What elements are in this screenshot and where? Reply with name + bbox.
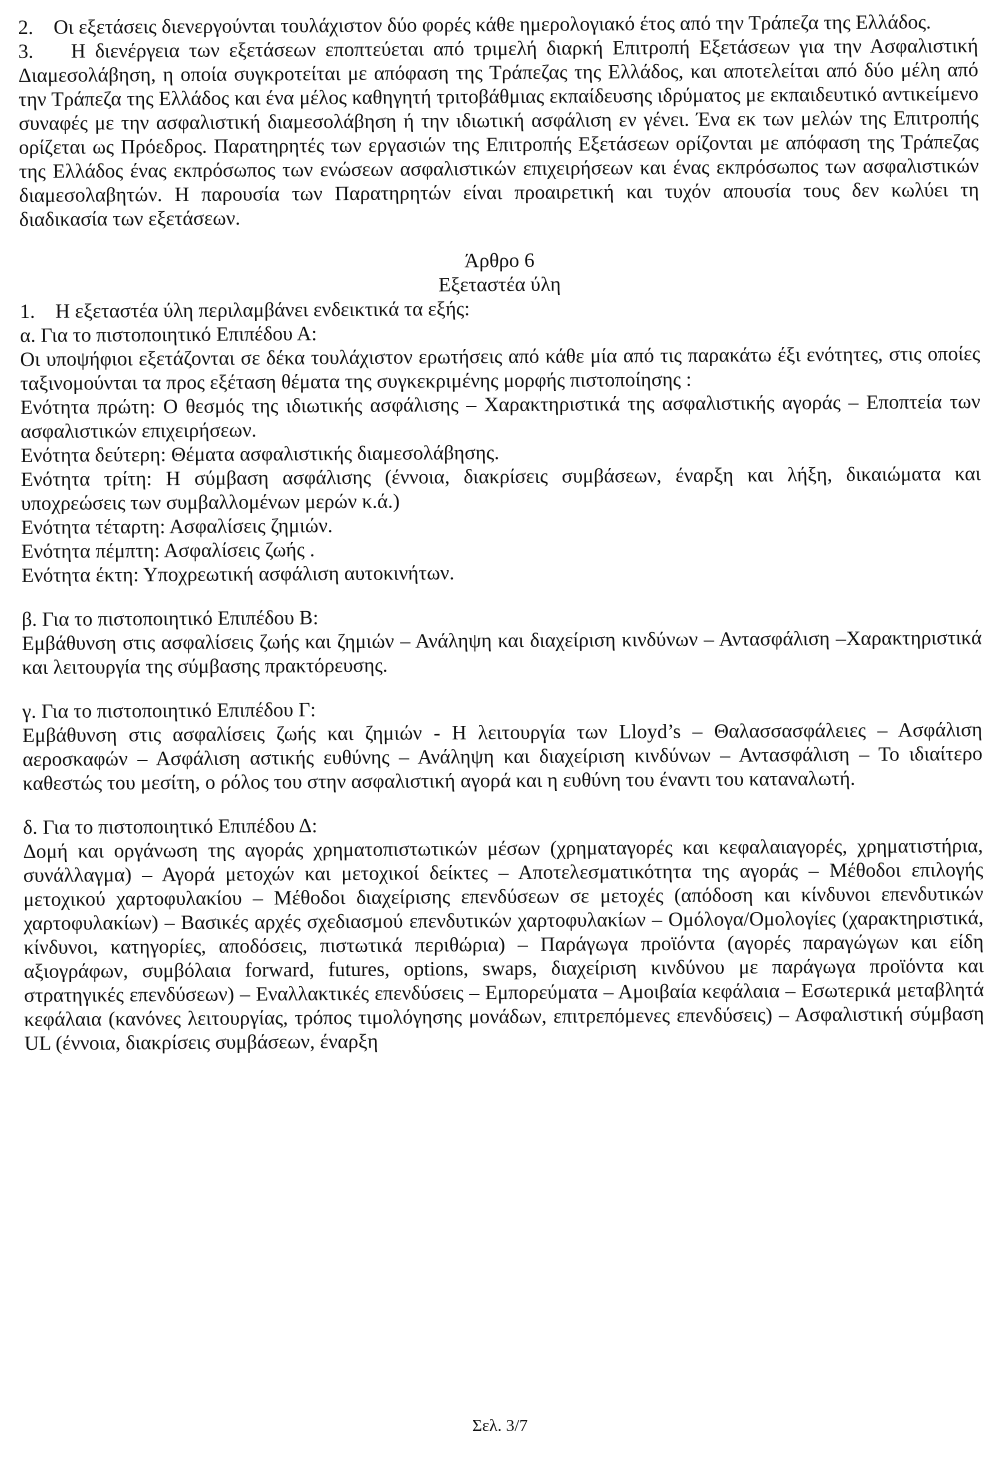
unit-5: Ενότητα πέμπτη: Ασφαλίσεις ζωής . <box>21 539 315 563</box>
article-intro: 1. Η εξεταστέα ύλη περιλαμβάνει ενδεικτικά τα εξής: <box>19 298 470 323</box>
page-number: Σελ. 3/7 <box>472 1416 528 1435</box>
document-body <box>18 10 984 1056</box>
article-title: Εξεταστέα ύλη <box>438 273 561 297</box>
level-a-heading: α. Για το πιστοποιητικό Επιπέδου Α: <box>19 323 318 347</box>
paragraph-2: 2. Οι εξετάσεις διενεργούνται τουλάχιστον δύο φορές κάθε ημερολογιακό έτος από την Τράπεζα της Ελλάδος. <box>18 11 932 39</box>
level-b-description: Εμβάθυνση στις ασφαλίσεις ζωής και ζημιών – Ανάληψη και διαχείριση κινδύνων – Αντασφάλιση –Χαρακτηριστικά και λειτουργία της σύμβασης πρακτόρευσης. <box>21 627 982 679</box>
article-number: Άρθρο 6 <box>464 249 535 273</box>
level-a-description: Οι υποψήφιοι εξετάζονται σε δέκα τουλάχιστον ερωτήσεις από κάθε μία από τις παρακάτω έξι ενότητες, στις οποίες ταξινομούνται τα προς εξέταση θέματα της συγκεκριμένης μορφής πιστοποίησης : <box>20 343 981 395</box>
level-d-heading: δ. Για το πιστοποιητικό Επιπέδου Δ: <box>22 815 318 839</box>
unit-4: Ενότητα τέταρτη: Ασφαλίσεις ζημιών. <box>21 515 333 539</box>
level-c-heading: γ. Για το πιστοποιητικό Επιπέδου Γ: <box>22 699 316 723</box>
level-c-description: Εμβάθυνση στις ασφαλίσεις ζωής και ζημιών - Η λειτουργία των Lloyd’s – Θαλασσασφάλειες – Ασφάλιση αεροσκαφών – Ασφάλιση αστικής ευθύνης – Ανάληψη και διαχείριση κινδύνων – Αντασφάλιση – Το ιδιαίτερο καθεστώς του μεσίτη, ο ρόλος του στην ασφαλιστική αγορά και η ευθύνη του έναντι του καταναλωτή. <box>22 719 983 795</box>
unit-6: Ενότητα έκτη: Υποχρεωτική ασφάλιση αυτοκινήτων. <box>21 562 455 587</box>
unit-1: Ενότητα πρώτη: Ο θεσμός της ιδιωτικής ασφάλισης – Χαρακτηριστικά της ασφαλιστικής αγοράς – Εποπτεία των ασφαλιστικών επιχειρήσεων. <box>20 391 981 443</box>
paragraph-3: 3. Η διενέργεια των εξετάσεων εποπτεύεται από τριμελή διαρκή Επιτροπή Εξετάσεων για την Ασφαλιστική Διαμεσολάβηση, η οποία συγκροτείται με απόφαση της Τράπεζας της Ελλάδος, και αποτελείται από δύο μέλη από την Τράπεζα της Ελλάδος και ένα μέλος καθηγητή τριτοβάθμιας εκπαίδευσης ιδρύματος με εκπαιδευτικό αντικείμενο συναφές με την ασφαλιστική διαμεσολάβηση ή την ιδιωτική ασφάλιση εν γένει. Ένα εκ των μελών της Επιτροπής ορίζεται ως Πρόεδρος. Παρατηρητές των εργασιών της Επιτροπής Εξετάσεων ορίζονται με απόφαση της Τράπεζας της Ελλάδος ένας εκπρόσωπος των ενώσεων ασφαλιστικών επιχειρήσεων και ένας εκπρόσωπος των ασφαλιστικών διαμεσολαβητών. Η παρουσία των Παρατηρητών είναι προαιρετική και τυχόν απουσία τους δεν κωλύει τη διαδικασία των εξετάσεων. <box>18 35 980 231</box>
unit-2: Ενότητα δεύτερη: Θέματα ασφαλιστικής διαμεσολάβησης. <box>20 442 500 467</box>
unit-3: Ενότητα τρίτη: Η σύμβαση ασφάλισης (έννοια, διακρίσεις συμβάσεων, έναρξη και λήξη, δικαιώματα και υποχρεώσεις των συμβαλλομένων μερών κ.ά.) <box>20 463 981 515</box>
level-b-heading: β. Για το πιστοποιητικό Επιπέδου Β: <box>21 607 319 631</box>
level-d-description: Δομή και οργάνωση της αγοράς χρηματοπιστωτικών μέσων (χρηματαγορές και κεφαλαιαγορές, χρηματιστήρια, συνάλλαγμα) – Αγορά μετοχών και μετοχικοί δείκτες – Αποτελεσματικότητα της αγοράς – Μέθοδοι επιλογής μετοχικού χαρτοφυλακίου – Μέθοδοι διαχείρισης επενδύσεων σε μετοχές (απόδοση και κίνδυνοι επενδυτικών χαρτοφυλακίων) – Βασικές αρχές σχεδιασμού επενδυτικών χαρτοφυλακίων – Ομόλογα/Ομολογίες (χαρακτηριστικά, κίνδυνοι, κατηγορίες, αποδόσεις, πιστωτικά περιθώρια) – Παράγωγα προϊόντα (αγορές παραγώγων και είδη αξιογράφων, συμβόλαια forward, futures, options, swaps, διαχείριση κινδύνου με παράγωγα προϊόντα και στρατηγικές επενδύσεων) – Εναλλακτικές επενδύσεις – Εμπορεύματα – Αμοιβαία κεφάλαια – Εσωτερικά μεταβλητά κεφάλαια (κανόνες λειτουργίας, τρόπος τιμολόγησης μονάδων, επιτρεπόμενες επενδύσεις) – Ασφαλιστική σύμβαση UL (έννοια, διακρίσεις συμβάσεων, έναρξη <box>23 835 985 1055</box>
